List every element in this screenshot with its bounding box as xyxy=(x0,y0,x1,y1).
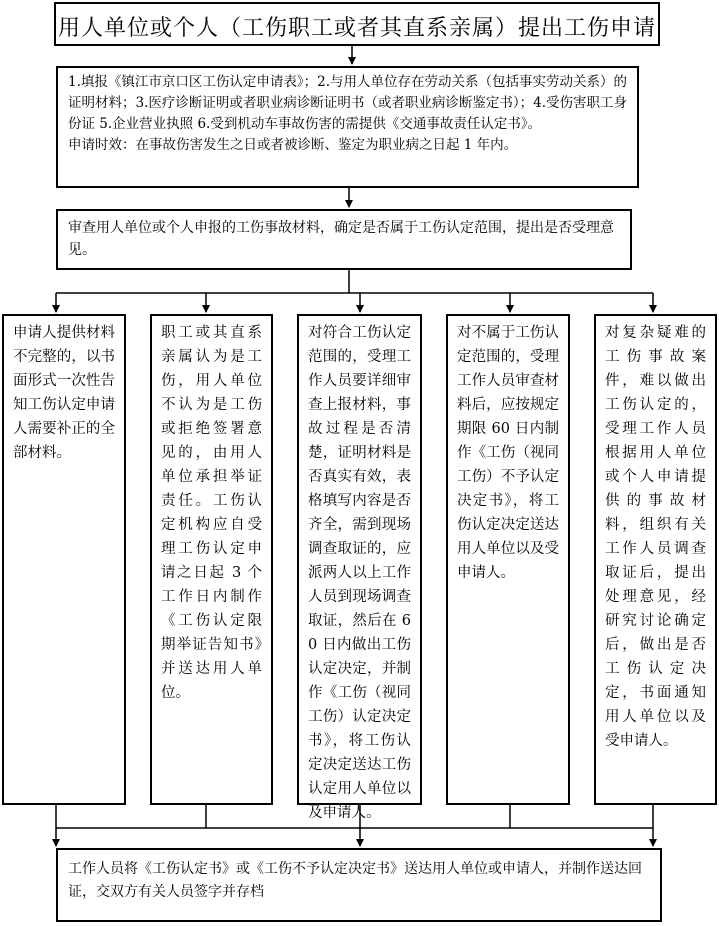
required-materials-list: 1.填报《镇江市京口区工伤认定申请表》；2.与用人单位存在劳动关系（包括事实劳动关系）的证明材料；3.医疗诊断证明或者职业病诊断证明书（或者职业病诊断鉴定书）；4.受伤害职工身份证 5.企业营业执照 6.受到机动车事故伤害的需提供《交通事故责任认定书》。 xyxy=(68,74,628,132)
branch-employer-disputes xyxy=(150,314,273,805)
branch-text: 对不属于工伤认定范围的，受理工作人员审查材料后，应按规定期限 60 日内制作《工伤（视同工伤）不予认定决定书》，将工伤认定决定送达用人单位以及受申请人。 xyxy=(457,325,559,581)
branch-text: 对符合工伤认定范围的，受理工作人员要详细审查上报材料，事故过程是否清楚，证明材料是否真实有效，表格填写内容是否齐全，需到现场调查取证的，应派两人以上工作人员到现场调查取证，然后在 60 日内做出工伤认定决定，并制作《工伤（视同工伤）认定决定书》，将工伤认定决定送达工伤认定用人单位以及申请人。 xyxy=(308,325,411,821)
application-deadline: 申请时效：在事故伤害发生之日或者被诊断、鉴定为职业病之日起 1 年内。 xyxy=(68,137,518,153)
branch-text: 对复杂疑难的工伤事故案件，难以做出工伤认定的，受理工作人员根据用人单位或个人申请提供的事故材料，组织有关工作人员调查取证后，提出处理意见，经研究讨论确定后，做出是否工伤认定决定，书面通知用人单位以及受申请人。 xyxy=(605,325,706,749)
branch-out-of-scope xyxy=(446,314,570,805)
branch-within-scope xyxy=(297,314,422,821)
branch-text: 职工或其直系亲属认为是工伤，用人单位不认为是工伤或拒绝签署意见的，由用人单位承担举证责任。工伤认定机构应自受理工伤认定申请之日起 3 个工作日内制作《工伤认定限期举证告知书》并送达用人单位。 xyxy=(161,325,262,701)
final-delivery-box xyxy=(56,848,662,922)
branch-text: 申请人提供材料不完整的，以书面形式一次性告知工伤认定申请人需要补正的全部材料。 xyxy=(13,325,115,461)
required-materials-box xyxy=(56,66,639,188)
application-title-box xyxy=(54,2,660,46)
review-step-text: 审查用人单位或个人申报的工伤事故材料，确定是否属于工伤认定范围，提出是否受理意见。 xyxy=(68,220,614,258)
final-delivery-text: 工作人员将《工伤认定书》或《工伤不予认定决定书》送达用人单位或申请人，并制作送达回证，交双方有关人员签字并存档 xyxy=(68,861,642,900)
branch-complex-cases xyxy=(594,314,717,805)
branch-incomplete-materials xyxy=(2,314,126,805)
review-step-box xyxy=(56,209,632,270)
application-title: 用人单位或个人（工伤职工或者其直系亲属）提出工伤申请 xyxy=(57,16,656,41)
